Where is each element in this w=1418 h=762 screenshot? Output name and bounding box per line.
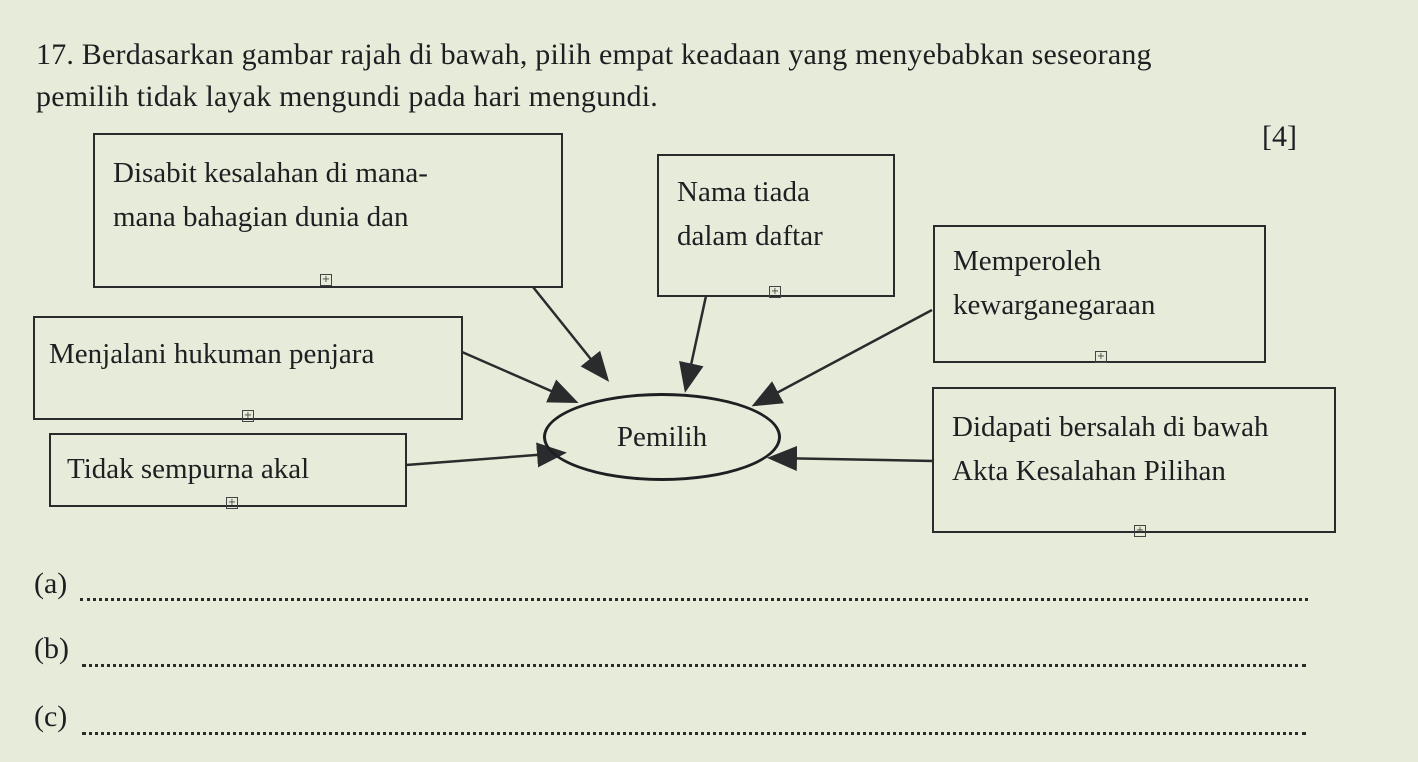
resize-handle-icon[interactable]: + <box>1135 525 1145 536</box>
center-pemilih: Pemilih <box>543 393 781 481</box>
box-disabit-line-2: mana bahagian dunia dan <box>113 201 409 233</box>
arrow-disabit <box>533 287 606 378</box>
box-didapati-line-1: Didapati bersalah di bawah <box>952 411 1269 443</box>
arrow-tidak-sempurna <box>406 453 562 465</box>
box-nama-tiada <box>657 154 895 297</box>
box-nama-tiada-line-2: dalam daftar <box>677 220 823 252</box>
box-disabit-kesalahan <box>93 133 563 288</box>
answer-line-c[interactable] <box>82 732 1306 735</box>
box-nama-tiada-line-1: Nama tiada <box>677 176 810 208</box>
answer-label-c: (c) <box>34 700 68 733</box>
answer-line-a[interactable] <box>80 598 1308 601</box>
answer-line-b[interactable] <box>82 664 1306 667</box>
question-line-1: 17. Berdasarkan gambar rajah di bawah, pilih empat keadaan yang menyebabkan seseorang <box>36 38 1152 71</box>
question-line-2: pemilih tidak layak mengundi pada hari mengundi. <box>36 80 658 113</box>
box-tidak-sempurna-line-1: Tidak sempurna akal <box>67 453 310 485</box>
box-memperoleh <box>933 225 1266 363</box>
resize-handle-icon[interactable]: + <box>321 274 331 285</box>
box-penjara-line-1: Menjalani hukuman penjara <box>49 338 375 370</box>
answer-label-b: (b) <box>34 632 69 665</box>
arrow-nama-tiada <box>686 296 706 388</box>
arrow-penjara <box>462 352 574 401</box>
box-memperoleh-line-1: Memperoleh <box>953 245 1102 277</box>
resize-handle-icon[interactable]: + <box>770 286 780 297</box>
box-menjalani-penjara <box>33 316 463 420</box>
box-tidak-sempurna-akal <box>49 433 407 507</box>
answer-label-a: (a) <box>34 567 68 600</box>
resize-handle-icon[interactable]: + <box>227 497 237 508</box>
resize-handle-icon[interactable]: + <box>1096 351 1106 362</box>
box-didapati-bersalah <box>932 387 1336 536</box>
marks-label: [4] <box>1262 120 1297 153</box>
resize-handle-icon[interactable]: + <box>243 410 253 421</box>
arrow-memperoleh <box>756 310 932 404</box>
arrow-didapati <box>772 458 934 461</box>
box-memperoleh-line-2: kewarganegaraan <box>953 289 1156 321</box>
box-didapati-line-2: Akta Kesalahan Pilihan <box>952 455 1226 487</box>
box-disabit-line-1: Disabit kesalahan di mana- <box>113 157 428 189</box>
